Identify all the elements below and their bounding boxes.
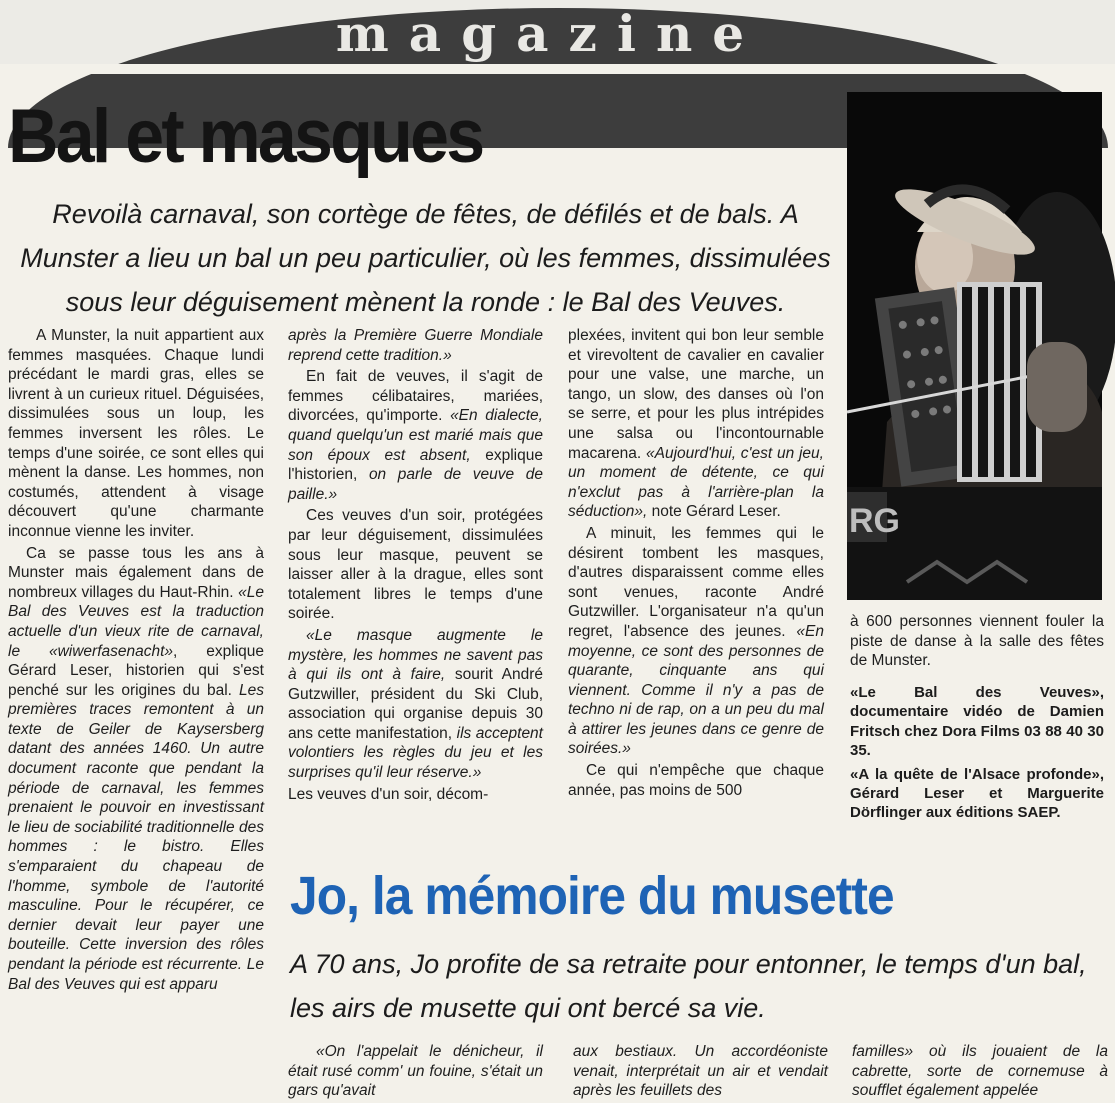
paragraph: A Munster, la nuit appartient aux femmes masquées. Chaque lundi précédant le mardi gras, elles se livrent à un curieux rituel. Déguisées, dissimulées sous un loup, les femmes inversent les rôles. Le temps d'une soirée, ce sont elles qui mènent la danse. Les hommes, non costumés, attendent à visage découvert qu'une charmante inconnue vienne les inviter. (8, 327, 264, 540)
credits-box (850, 683, 1104, 827)
section-title: magazine (335, 4, 765, 63)
article2-column-3 (852, 1042, 1108, 1103)
credit-book: «A la quête de l'Alsace profonde», Gérard Leser et Marguerite Dörflinger aux éditions SAEP. (850, 765, 1104, 822)
paragraph: aux bestiaux. Un accordéoniste venait, interprétait un air et vendait après les feuillets des (573, 1043, 828, 1100)
article-headline: Bal et masques (8, 94, 483, 179)
article-column-1 (8, 326, 264, 996)
paragraph: Ca se passe tous les ans à Munster mais également dans de nombreux villages du Haut-Rhin. «Le Bal des Veuves est la traduction actuelle d'un vieux rite de carnaval, le «wiwerfasenacht», explique Gérard Leser, historien qui s'est penché sur les origines du bal. Les premières traces remontent à un texte de Geiler de Kaysersberg datant des années 1460. Un autre document raconte que pendant la période de carnaval, les femmes prenaient le pouvoir en investissant le lieu de sociabilité traditionnelle des hommes : le bistro. Elles s'emparaient du chapeau de l'homme, symbole de l'autorité masculine. Pour le récupérer, ce dernier devait leur payer une bouteille. Cette inversion des rôles pendant la période est récurrente. Le Bal des Veuves qui est apparu (8, 544, 264, 993)
paragraph: à 600 personnes viennent fouler la piste de danse à la salle des fêtes de Munster. (850, 613, 1104, 670)
paragraph: Les veuves d'un soir, décom- (288, 785, 489, 803)
credit-documentary: «Le Bal des Veuves», documentaire vidéo de Damien Fritsch chez Dora Films 03 88 40 30 35. (850, 684, 1104, 760)
article-column-2 (288, 326, 543, 806)
paragraph: «On l'appelait le dénicheur, il était rusé comm' un fouine, s'était un gars qu'avait (288, 1043, 543, 1100)
article2-headline: Jo, la mémoire du musette (290, 866, 894, 926)
section-banner (0, 0, 1115, 70)
paragraph: après la Première Guerre Mondiale reprend cette tradition.» (288, 327, 543, 364)
article2-column-2 (573, 1042, 828, 1103)
paragraph: Ces veuves d'un soir, protégées par leur déguisement, dissimulées sous leur masque, peuvent se laisser aller à la drague, elles sont totalement libres le temps d'une soirée. (288, 507, 543, 623)
paragraph: plexées, invitent qui bon leur semble et virevoltent de cavalier en cavalier pour une valse, une marche, un tango, un slow, des danses où l'on se serre, et pour les plus intrépides une salsa ou l'incontournable macarena. «Aujourd'hui, c'est un jeu, un moment de détente, ce qui n'exclut pas à l'arrière-plan la séduction», note Gérard Leser. (568, 327, 824, 521)
article2-lead: A 70 ans, Jo profite de sa retraite pour entonner, le temps d'un bal, les airs de musette qui ont bercé sa vie. (290, 949, 1087, 1023)
article2-column-1 (288, 1042, 543, 1103)
paragraph: Ce qui n'empêche que chaque année, pas moins de 500 (568, 762, 824, 799)
paragraph: En fait de veuves, il s'agit de femmes célibataires, mariées, divorcées, qu'importe. «En dialecte, quand quelqu'un est marié mais que son époux est absent, explique l'historien, on parle de veuve de paille.» (288, 368, 544, 503)
article-column-4 (850, 612, 1104, 673)
article-lead: Revoilà carnaval, son cortège de fêtes, de défilés et de bals. A Munster a lieu un bal un peu particulier, où les femmes, dissimulées sous leur déguisement mènent la ronde : le Bal des Veuves. (20, 199, 831, 317)
accordion-player-photo (847, 92, 1102, 600)
photo-illustration (847, 92, 1102, 600)
paragraph: «Le masque augmente le mystère, les hommes ne savent pas à qui ils ont à faire, sourit André Gutzwiller, président du Ski Club, association qui organise depuis 30 ans cette manifestation, ils acceptent volontiers les règles du jeu et les surprises qu'il leur réserve.» (288, 626, 543, 782)
article-column-3 (568, 326, 824, 802)
svg-text:RG: RG (849, 502, 900, 540)
paragraph: A minuit, les femmes qui le désirent tombent les masques, d'autres disparaissent comme elles sont venues, raconte André Gutzwiller. L'organisateur n'a qu'un regret, l'absence des jeunes. «En moyenne, ce sont des personnes de quarante, cinquante ans qui viennent. Comme il n'y a pas de techno ni de rap, on a un peu du mal à attirer les jeunes dans ce genre de soirées.» (568, 524, 824, 758)
paragraph: familles» où ils jouaient de la cabrette, sorte de cornemuse à soufflet également appelée (852, 1043, 1108, 1100)
